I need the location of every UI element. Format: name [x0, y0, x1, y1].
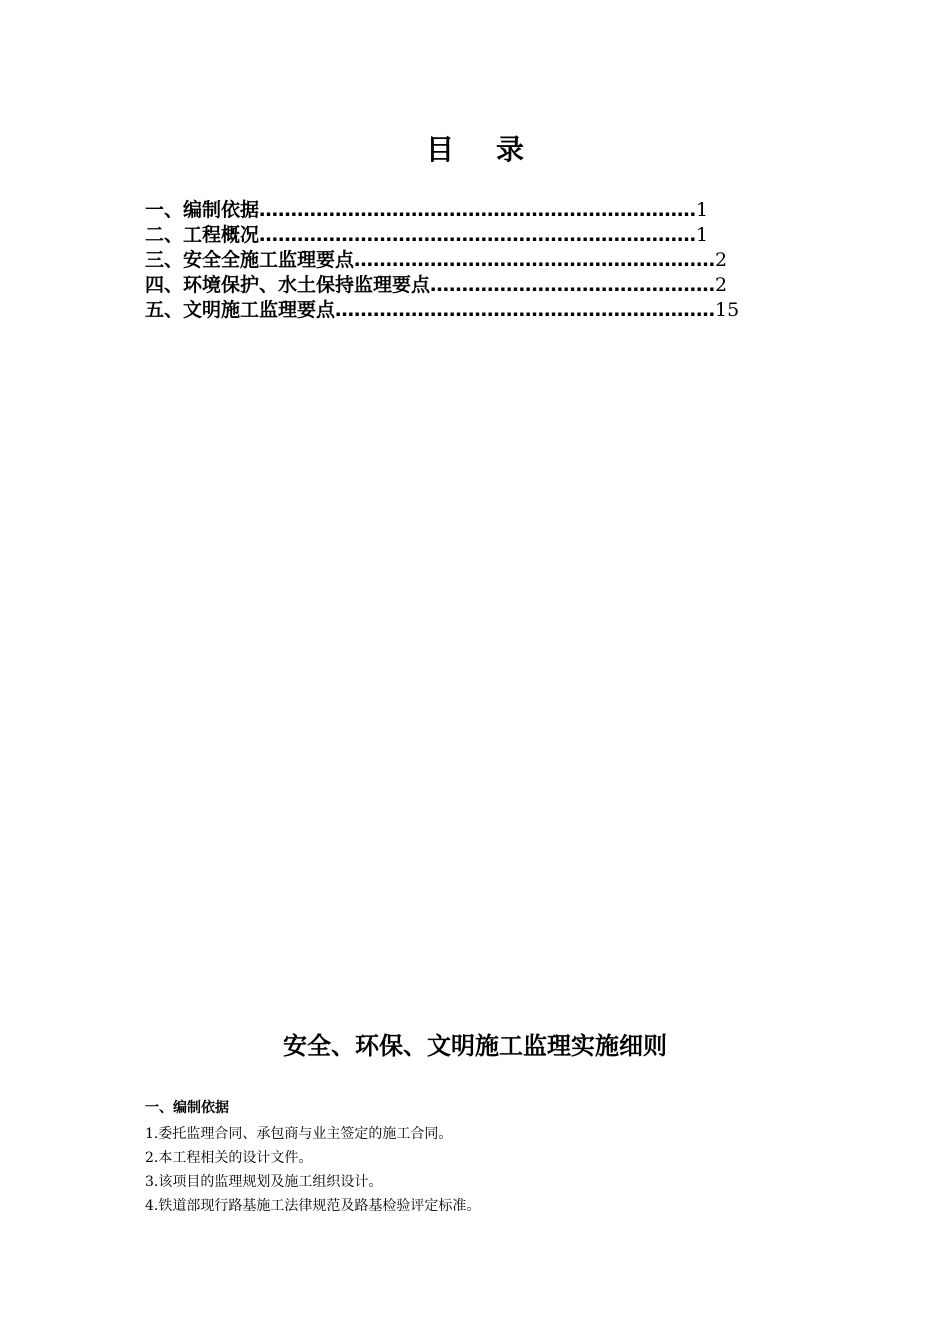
toc-entry-label: 三、安全全施工监理要点 — [145, 249, 355, 271]
toc-entry-leader: …………………………………………………… — [335, 299, 716, 321]
toc-entry-leader: …………………………………………………………… — [259, 199, 697, 221]
toc-entry-page: 1 — [696, 199, 709, 221]
toc-entry-5[interactable] — [145, 298, 785, 323]
toc-entry-page: 1 — [696, 224, 709, 246]
toc-entry-leader: ………………………………………………… — [354, 249, 716, 271]
toc-list — [145, 198, 785, 323]
document-title: 安全、环保、文明施工监理实施细则 — [283, 1032, 667, 1060]
toc-entry-1[interactable] — [145, 198, 785, 223]
body-line-4: 4.铁道部现行路基施工法律规范及路基检验评定标准。 — [145, 1198, 481, 1214]
toc-entry-page: 15 — [715, 299, 740, 321]
body-line-1: 1.委托监理合同、承包商与业主签定的施工合同。 — [145, 1126, 453, 1142]
toc-entry-label: 二、工程概况 — [145, 224, 260, 246]
toc-title — [0, 130, 950, 170]
toc-entry-label: 四、环境保护、水土保持监理要点 — [145, 274, 431, 296]
toc-entry-label: 五、文明施工监理要点 — [145, 299, 336, 321]
toc-entry-3[interactable] — [145, 248, 785, 273]
section-heading: 一、编制依据 — [145, 1100, 229, 1116]
toc-entry-page: 2 — [715, 249, 728, 271]
toc-entry-label: 一、编制依据 — [145, 199, 260, 221]
toc-entry-leader: …………………………………………………………… — [259, 224, 697, 246]
toc-title-right: 录 — [496, 133, 525, 166]
toc-entry-leader: ……………………………………… — [430, 274, 716, 296]
toc-entry-page: 2 — [715, 274, 728, 296]
body-line-2: 2.本工程相关的设计文件。 — [145, 1150, 313, 1166]
toc-title-left: 目 — [425, 133, 454, 166]
body-line-3: 3.该项目的监理规划及施工组织设计。 — [145, 1174, 383, 1190]
toc-entry-4[interactable] — [145, 273, 785, 298]
toc-entry-2[interactable] — [145, 223, 785, 248]
section-body — [145, 1122, 795, 1218]
